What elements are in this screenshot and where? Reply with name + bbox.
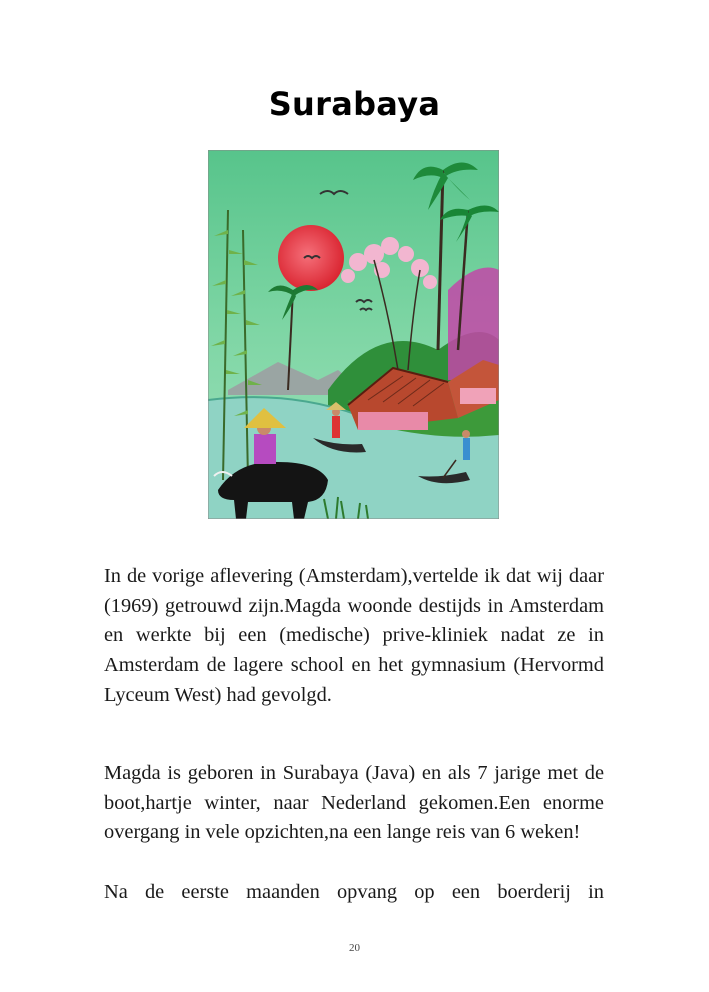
paragraph-1: In de vorige aflevering (Amsterdam),vertelde ik dat wij daar (1969) getrouwd zijn.Magda woonde destijds in Amsterdam en werkte bij een (medische) prive-kliniek nadat ze in Amsterdam de lagere school en het gymnasium (Hervormd Lyceum West) had gevolgd. — [104, 565, 604, 706]
painting-svg — [208, 150, 499, 519]
paragraph-2: Magda is geboren in Surabaya (Java) en als 7 jarige met de boot,hartje winter, naar Nederland gekomen.Een enorme overgang in vele opzichten,na een lange reis van 6 weken! — [104, 762, 604, 844]
page-title: Surabaya — [268, 85, 441, 123]
surabaya-painting — [208, 150, 499, 519]
page-number: 20 — [349, 942, 360, 954]
paragraph-3: Na de eerste maanden opvang op een boerderij in — [104, 881, 604, 903]
